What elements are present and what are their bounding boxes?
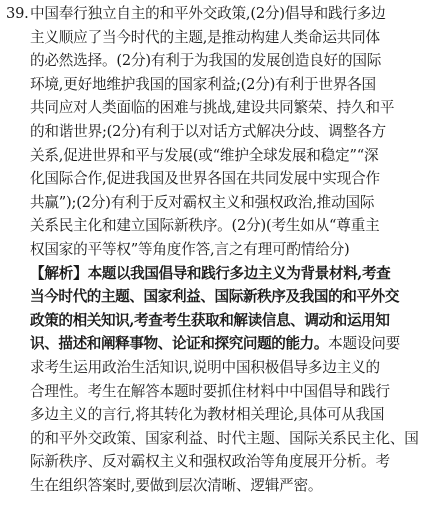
answer-line-2: 主义顺应了当今时代的主题,是推动构建人类命运共同体 [30,28,380,46]
analysis-line-9: 际新秩序、反对霸权主义和强权政治等角度展开分析。考 [30,453,390,471]
analysis-line-1 [6,262,442,286]
answer-line-7: 关系,促进世界和平与发展(或“维护全球发展和稳定”“深 [30,146,379,164]
analysis-text: 本题以我国倡导和践行多边主义为背景材料,考查 [87,264,391,282]
answer-line-3: 的必然选择。(2分)有利于为我国的发展创造良好的国际 [30,52,382,70]
analysis-line-8: 的和平外交政策、国家利益、时代主题、国际关系民主化、国 [30,429,419,447]
analysis-line-10: 生在组织答案时,要做到层次清晰、逻辑严密。 [30,476,323,494]
answer-document [6,2,442,497]
answer-line-5: 共同应对人类面临的困难与挑战,建设共同繁荣、持久和平 [30,99,395,117]
answer-text: 中国奉行独立自主的和平外交政策,(2分)倡导和践行多边 [30,5,386,22]
analysis-label: 【解析】 [30,264,88,282]
answer-line-11: 权国家的平等权”等角度作答,言之有理可酌情给分) [30,240,350,258]
answer-line-1 [6,2,442,26]
analysis-line-3: 政策的相关知识,考查考生获取和解读信息、调动和运用知 [30,311,390,329]
answer-line-6: 的和谐世界;(2分)有利于以对话方式解决分歧、调整各方 [30,122,386,140]
analysis-text-bold: 识、描述和阐释事物、论证和探究问题的能力。 [30,335,329,353]
analysis-text-normal: 本题设问要 [328,335,401,353]
answer-line-9: 共赢”);(2分)有利于反对霸权主义和强权政治,推动国际 [30,193,375,211]
analysis-line-7: 多边主义的言行,将其转化为教材相关理论,具体可从我国 [30,406,385,424]
answer-line-8: 化国际合作,促进我国及世界各国在共同发展中实现合作 [30,170,380,188]
analysis-line-5: 求考生运用政治生活知识,说明中国积极倡导多边主义的 [30,358,380,376]
answer-line-10: 关系民主化和建立国际新秩序。(2分)(考生如从“尊重主 [30,217,380,235]
analysis-line-6: 合理性。考生在解答本题时要抓住材料中中国倡导和践行 [30,382,390,400]
analysis-line-2: 当今时代的主题、国家利益、国际新秩序及我国的和平外交 [30,288,400,306]
question-number: 39. [6,5,29,22]
analysis-line-4 [6,332,442,356]
answer-line-4: 环境,更好地维护我国的国家利益;(2分)有利于世界各国 [30,75,376,93]
